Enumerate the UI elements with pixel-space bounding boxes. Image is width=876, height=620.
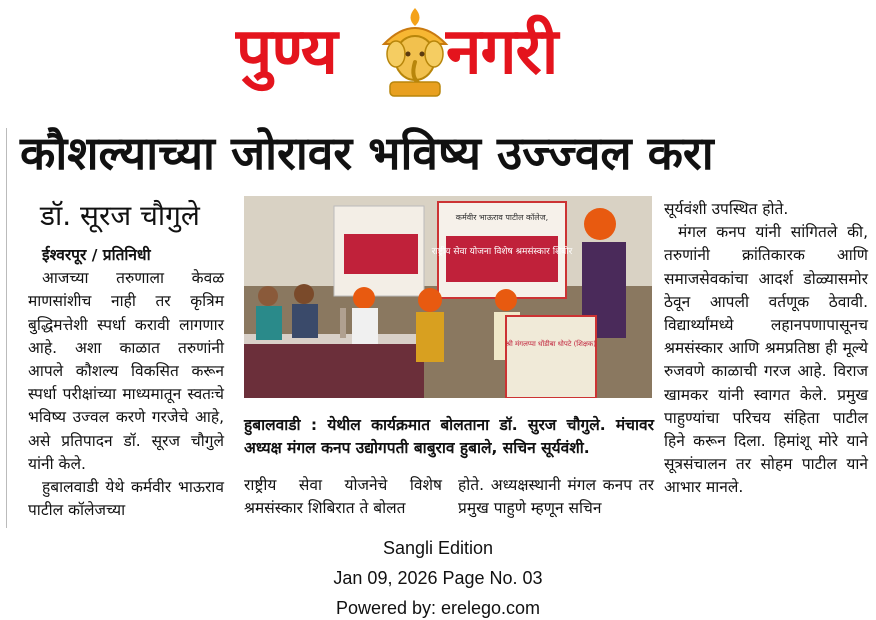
photo-podium-text: श्री मंगलप्पा धोंडीबा धोपटे (शिक्षक) — [505, 340, 597, 348]
column-divider — [6, 128, 7, 528]
masthead-right-word: नगरी — [446, 15, 558, 89]
article-column-left — [28, 244, 224, 522]
event-photo-illustration — [244, 196, 652, 398]
photo-banner-text: राष्ट्रीय सेवा योजना विशेष श्रमसंस्कार शिबीर — [431, 247, 573, 257]
edition-label: Sangli Edition — [382, 538, 494, 558]
article-column-mid-b — [458, 474, 654, 520]
article-dateline: ईश्वरपूर / प्रतिनिधी — [42, 246, 151, 264]
photo-caption: हुबालवाडी : येथील कार्यक्रमात बोलताना डॉ. सुरज चौगुले. मंचावर अध्यक्ष मंगल कनप उद्योगपती बाबुराव हुबाले, सचिन सूर्यवंशी. — [244, 416, 654, 457]
article-byline: डॉ. सूरज चौगुले — [40, 199, 200, 232]
ganesha-emblem-icon — [376, 4, 454, 100]
article-photo — [244, 196, 652, 398]
masthead-logo — [236, 4, 640, 104]
article-paragraph: होते. अध्यक्षस्थानी मंगल कनप तर प्रमुख पाहुणे म्हणून सचिन — [458, 476, 654, 518]
article-paragraph: मंगल कनप यांनी सांगितले की, तरुणांनी क्रांतिकारक आणि समाजसेवकांचा आदर्श डोळ्यासमोर ठेवून आपली वर्तणूक ठेवावी. विद्यार्थ्यांमध्ये लहानपणापासूनच श्रमसंस्कार आणि श्रमप्रतिष्ठा ही मूल्ये रुजवणे काळाची गरज आहे. विराज खामकर यांनी स्वागत केले. प्रमुख पाहुण्यांचा परिचय संहिता पाटील हिने करून दिला. हिमांशू मोरे याने सूत्रसंचालन तर सोहम पाटील याने आभार मानले. — [664, 223, 868, 497]
date-page-label: Jan 09, 2026 Page No. 03 — [333, 568, 543, 588]
photo-college-text: कर्मवीर भाऊराव पाटील कॉलेज, — [455, 213, 549, 222]
article-column-mid-a — [244, 474, 442, 520]
article-paragraph: आजच्या तरुणाला केवळ माणसांशीच नाही तर कृत्रिम बुद्धिमत्तेशी स्पर्धा करावी लागणार आहे. अशा काळात तरुणांनी आपले कौशल्य विकसित करून स्पर्धा परीक्षांच्या माध्यमातून स्वतःचे भविष्य उज्वल करणे गरजेचे आहे, असे प्रतिपादन डॉ. सूरज चौगुले यांनी केले. — [28, 269, 224, 473]
article-paragraph: सूर्यवंशी उपस्थित होते. — [664, 200, 789, 218]
article-column-right — [664, 198, 868, 500]
masthead-left-word: पुण्य — [236, 15, 337, 89]
article-paragraph: हुबालवाडी येथे कर्मवीर भाऊराव पाटील कॉलेजच्या — [28, 478, 224, 520]
article-paragraph: राष्ट्रीय सेवा योजनेचे विशेष श्रमसंस्कार शिबिरात ते बोलत — [244, 476, 442, 518]
powered-by-link[interactable]: Powered by: erelego.com — [335, 598, 541, 618]
article-headline: कौशल्याच्या जोरावर भविष्य उज्ज्वल करा — [20, 126, 714, 180]
